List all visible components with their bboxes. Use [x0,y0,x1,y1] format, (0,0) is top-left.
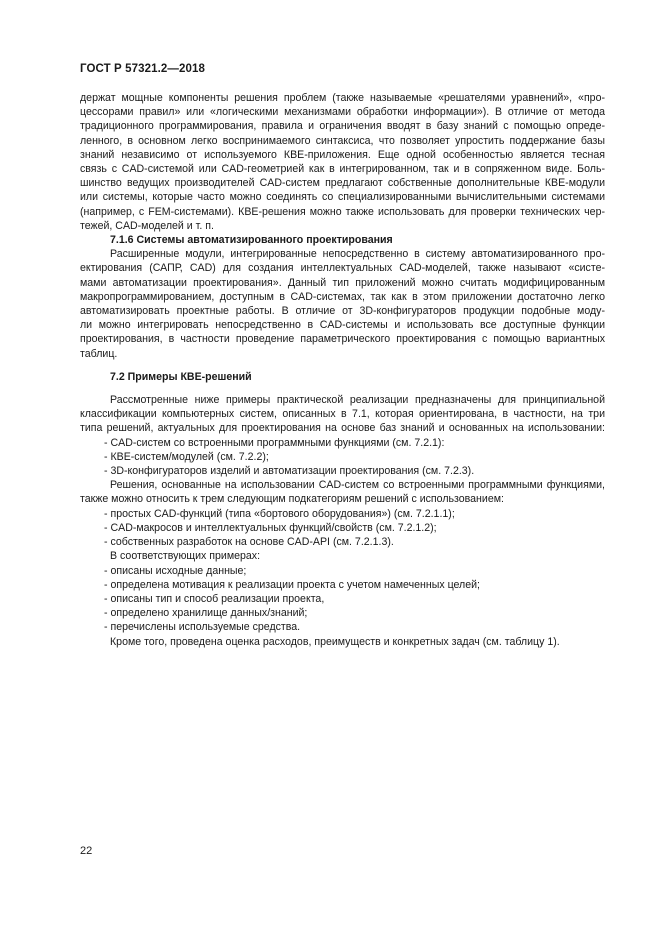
text-line: проектирования, в частности проведение параметрического проектирования с помощью вариантных [80,333,605,346]
text-line: тежей, CAD-моделей и т. п. [80,219,214,232]
paragraph-cad-subcategories [80,478,605,506]
page-body [80,91,605,649]
text-line: Расширенные модули, интегрированные непосредственно в систему автоматизированного про- [110,248,605,261]
text-line: Кроме того, проведена оценка расходов, преимуществ и конкретных задач (см. таблицу 1). [110,635,560,648]
list-item: - собственных разработок на основе CAD-API (см. 7.2.1.3). [104,536,394,549]
section-heading-7-2: 7.2 Примеры КВЕ-решений [110,370,252,383]
page-number: 22 [80,845,93,857]
paragraph-kbe-examples [80,393,605,436]
section-heading-7-1-6: 7.1.6 Системы автоматизированного проектирования [110,234,393,247]
list-cad-subcategories [80,507,605,550]
list-item: - описаны исходные данные; [104,564,247,577]
paragraph-kbe-intro [80,91,605,233]
text-line: ектирования (САПР, CAD) для создания интеллектуальных CAD-моделей, также называют «систе- [80,262,605,275]
text-line: типа решений, актуальных для проектирования на основе баз знаний и основанных на использовании: [80,422,605,435]
paragraph-cad-automation [80,247,605,361]
text-line: знаний независимо от используемого КВЕ-приложения. Еще одной особенностью является тесная [80,148,605,161]
list-item: - перечислены используемые средства. [104,621,301,634]
text-line: ленного, в основном легко воспринимаемого синтаксиса, что позволяет упростить поддержание базы [80,134,605,147]
text-line: связь с CAD-системой или CAD-геометрией как в интегрированном, так и в сопряженном виде. Боль- [80,163,605,176]
text-line: В соответствующих примерах: [110,550,261,563]
list-item: - определена мотивация к реализации проекта с учетом намеченных целей; [104,578,480,591]
list-item: - 3D-конфигураторов изделий и автоматизации проектирования (см. 7.2.3). [104,465,475,478]
document-header: ГОСТ Р 57321.2—2018 [80,63,205,75]
text-line: или системы, которые часто можно соединять со специализированными вычислительными системами [80,191,605,204]
text-line: Рассмотренные ниже примеры практической реализации предназначены для принципиальной [110,394,605,407]
list-item: - CAD-макросов и интеллектуальных функций/свойств (см. 7.2.1.2); [104,521,437,534]
list-item: - простых CAD-функций (типа «бортового оборудования») (см. 7.2.1.1); [104,507,455,520]
text-line: ли можно интегрировать непосредственно в CAD-системы и использовать все доступные функции [80,319,605,332]
text-line: мами автоматизации проектирования». Данный тип приложений можно считать модифицированным [80,276,605,289]
text-line: таблиц. [80,347,118,360]
text-line: также можно относить к трем следующим подкатегориям решений с использованием: [80,493,504,506]
list-item: - КВЕ-систем/модулей (см. 7.2.2); [104,450,269,463]
list-item: - CAD-систем со встроенными программными функциями (см. 7.2.1): [104,436,445,449]
text-line: классификации компьютерных систем, описанных в 7.1, которая ориентирована, в частности, на три [80,408,605,421]
text-line: автоматизировать проектные работы. В отличие от 3D-конфигураторов продукции подобные моду- [80,305,605,318]
text-line: традиционного программирования, правила и ограничения вводят в базу знаний с помощью опреде- [80,120,605,133]
text-line: (например, с FEM-системами). КВЕ-решения можно также использовать для проверки технических чер- [80,205,605,218]
list-item: - определено хранилище данных/знаний; [104,607,308,620]
text-line: цессорами правил» или «логическими механизмами обработки информации»). В отличие от метода [80,106,605,119]
list-example-contents [80,564,605,635]
list-item: - описаны тип и способ реализации проекта, [104,592,325,605]
list-solution-types [80,436,605,479]
text-line: держат мощные компоненты решения проблем (также называемые «решателями уравнений», «про- [80,92,605,104]
text-line: шинство ведущих производителей CAD-систем предлагают собственные дополнительные КВЕ-модули [80,177,605,190]
text-line: макропрограммированием, доступным в CAD-системах, так как в этом приложении достаточно легко [80,290,605,303]
text-line: Решения, основанные на использовании CAD-систем со встроенными программными функциями, [110,479,605,492]
